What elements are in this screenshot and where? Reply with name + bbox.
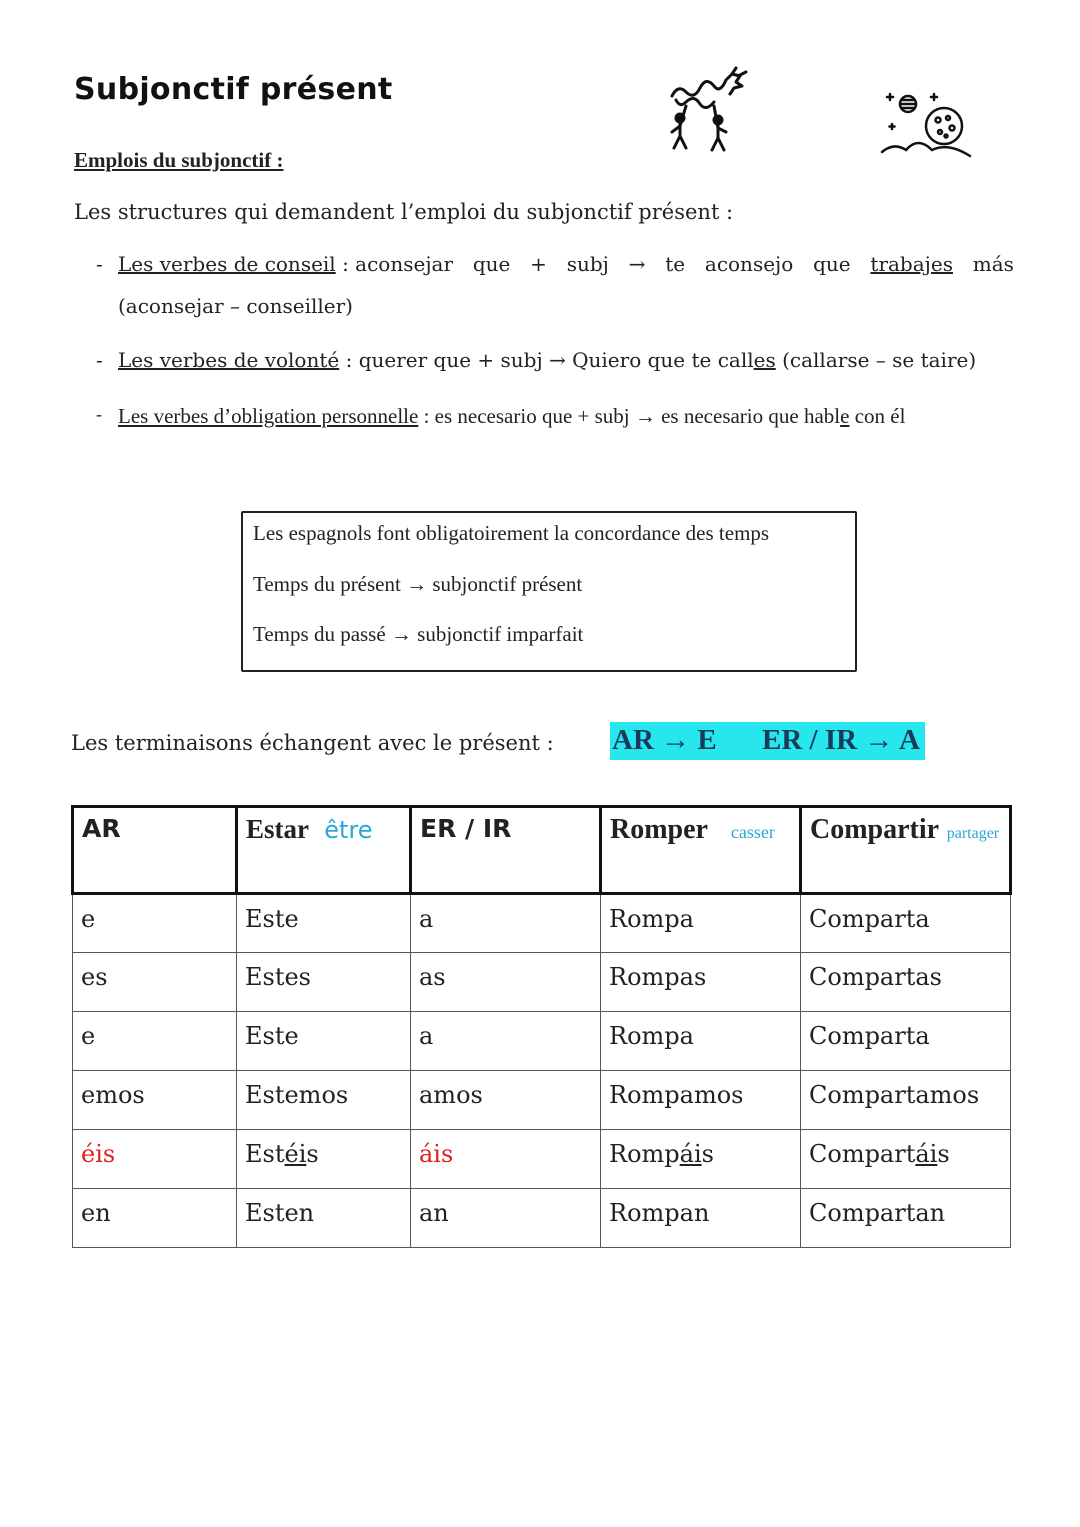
table-row xyxy=(73,1130,1011,1189)
dragon-dance-icon xyxy=(662,66,752,154)
header-translation: casser xyxy=(730,822,775,842)
box-line: Les espagnols font obligatoirement la concordance des temps xyxy=(253,521,770,545)
rule-text: : querer que + subj → Quiero que te call xyxy=(339,348,754,372)
cell-romper: Rompas xyxy=(601,953,801,1012)
header-translation: être xyxy=(324,816,373,844)
header-romper xyxy=(601,807,801,894)
table-row xyxy=(73,953,1011,1012)
word: + xyxy=(530,252,547,276)
underlined-ending: ái xyxy=(915,1140,938,1168)
header-translation: partager xyxy=(946,825,1000,842)
word: más xyxy=(972,252,1014,276)
suffix: s xyxy=(701,1140,714,1168)
rule-dash: - xyxy=(96,404,102,424)
cell-er-ir: as xyxy=(411,953,601,1012)
word: que xyxy=(472,252,511,276)
conjugation-table xyxy=(71,805,1012,1248)
intro-text: Les structures qui demandent l’emploi du subjonctif présent : xyxy=(74,200,734,224)
subheading: Emplois du subjonctif : xyxy=(74,148,284,172)
cell-estar: Este xyxy=(237,894,411,953)
rule-body xyxy=(118,252,1014,276)
cell-estar: Esten xyxy=(237,1189,411,1248)
underlined-ending: es xyxy=(753,348,776,372)
cell-er-ir: amos xyxy=(411,1071,601,1130)
rule-text: (callarse – se taire) xyxy=(775,348,977,372)
cell-ar: es xyxy=(73,953,237,1012)
header-label: Compartir xyxy=(810,814,940,845)
underlined-ending: e xyxy=(840,404,850,428)
header-label: Estar xyxy=(246,814,309,844)
endings-highlight xyxy=(610,722,925,760)
cell-compartir: Compartamos xyxy=(801,1071,1011,1130)
rule-dash: - xyxy=(96,252,103,276)
page-title: Subjonctif présent xyxy=(74,72,393,107)
rule-translation: (aconsejar – conseiller) xyxy=(118,294,353,318)
suffix: s xyxy=(937,1140,950,1168)
cell-ar: emos xyxy=(73,1071,237,1130)
cell-ar: en xyxy=(73,1189,237,1248)
rule-text: con él xyxy=(849,404,906,428)
cell-compartir xyxy=(801,1130,1011,1189)
stem: Compart xyxy=(809,1140,916,1168)
table-header-row xyxy=(73,807,1011,894)
stem: Romp xyxy=(609,1140,680,1168)
cell-estar: Estemos xyxy=(237,1071,411,1130)
rule-category: Les verbes de volonté xyxy=(118,348,340,372)
moon-stars-icon xyxy=(878,84,974,162)
word: aconsejo xyxy=(704,252,794,276)
endings-label: Les terminaisons échangent avec le présent : xyxy=(71,731,554,755)
box-line: Temps du passé → subjonctif imparfait xyxy=(253,622,584,646)
cell-compartir: Comparta xyxy=(801,1012,1011,1071)
cell-estar xyxy=(237,1130,411,1189)
concordance-box xyxy=(241,511,857,672)
cell-ar: e xyxy=(73,1012,237,1071)
accented-ending: éis xyxy=(81,1140,116,1168)
cell-er-ir: a xyxy=(411,1012,601,1071)
cell-romper xyxy=(601,1130,801,1189)
header-compartir xyxy=(801,807,1011,894)
stem: Est xyxy=(245,1140,285,1168)
cell-compartir: Compartan xyxy=(801,1189,1011,1248)
arrow-icon: → xyxy=(628,252,646,276)
table-row xyxy=(73,894,1011,953)
cell-estar: Estes xyxy=(237,953,411,1012)
accented-ending: áis xyxy=(419,1140,454,1168)
header-er-ir xyxy=(411,807,601,894)
header-label: ER / IR xyxy=(420,814,512,843)
rule-dash: - xyxy=(96,348,103,372)
header-ar xyxy=(73,807,237,894)
word: que xyxy=(813,252,851,276)
cell-compartir: Comparta xyxy=(801,894,1011,953)
cell-compartir: Compartas xyxy=(801,953,1011,1012)
word: subj xyxy=(566,252,609,276)
rule-body xyxy=(118,404,1016,429)
table-row xyxy=(73,1012,1011,1071)
rule-body xyxy=(118,348,1016,372)
word: te xyxy=(665,252,686,276)
cell-romper: Rompa xyxy=(601,894,801,953)
rule-text: : es necesario que + subj → es necesario que habl xyxy=(418,404,841,428)
ar-ending-rule: AR → E xyxy=(612,724,717,756)
underlined-ending: ái xyxy=(679,1140,702,1168)
cell-ar: e xyxy=(73,894,237,953)
underlined-ending: trabajes xyxy=(870,252,953,276)
cell-ar xyxy=(73,1130,237,1189)
rule-category: Les verbes d’obligation personnelle xyxy=(118,404,419,428)
cell-romper: Rompamos xyxy=(601,1071,801,1130)
header-label: Romper xyxy=(610,814,708,845)
header-estar xyxy=(237,807,411,894)
rule-category: Les verbes de conseil xyxy=(118,252,336,276)
cell-er-ir: a xyxy=(411,894,601,953)
rule-separator: : xyxy=(335,252,356,276)
table-row xyxy=(73,1071,1011,1130)
header-label: AR xyxy=(82,814,121,843)
box-line: Temps du présent → subjonctif présent xyxy=(253,572,583,596)
underlined-ending: éi xyxy=(284,1140,307,1168)
word: aconsejar xyxy=(355,252,454,276)
er-ir-ending-rule: ER / IR → A xyxy=(762,724,920,756)
cell-estar: Este xyxy=(237,1012,411,1071)
suffix: s xyxy=(306,1140,319,1168)
cell-er-ir: an xyxy=(411,1189,601,1248)
table-row xyxy=(73,1189,1011,1248)
cell-romper: Rompa xyxy=(601,1012,801,1071)
cell-er-ir xyxy=(411,1130,601,1189)
cell-romper: Rompan xyxy=(601,1189,801,1248)
